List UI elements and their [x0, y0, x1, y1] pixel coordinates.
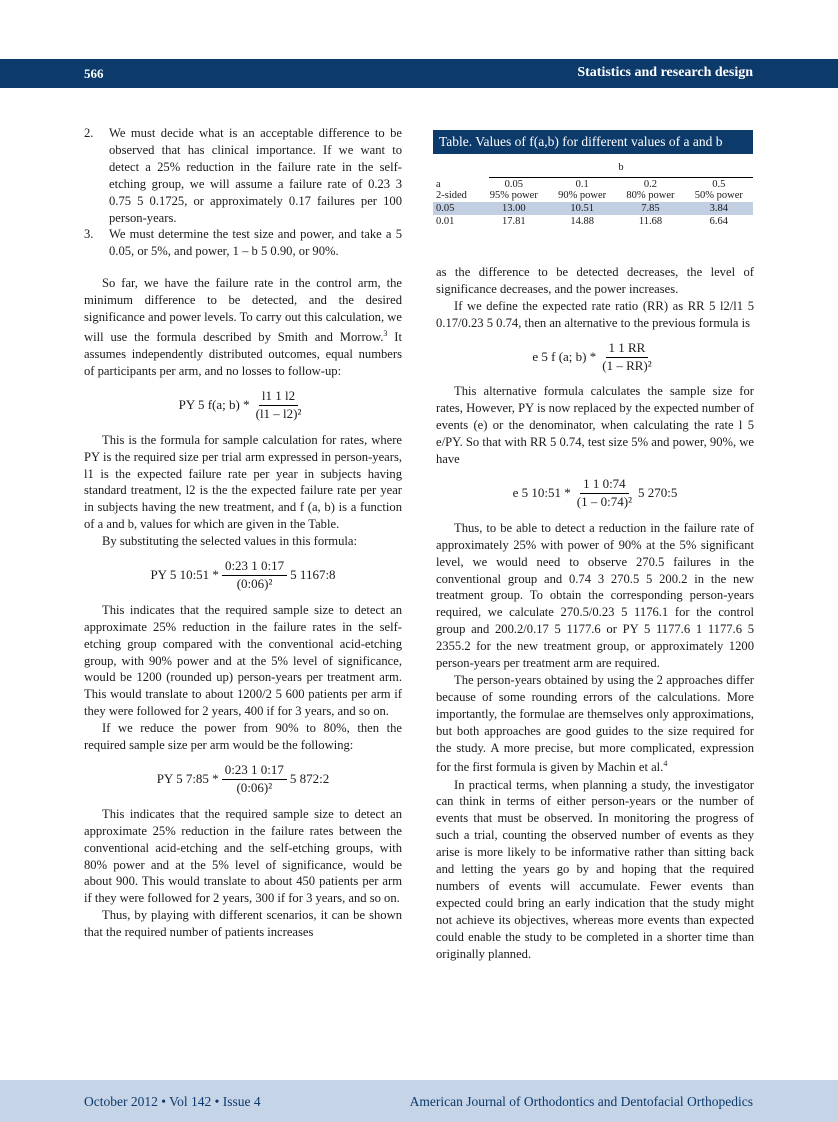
equation — [84, 762, 402, 797]
citation[interactable]: 4 — [663, 759, 668, 769]
eq-numerator: 0:23 1 0:17 — [222, 558, 287, 576]
text: So far, we have the failure rate in the control arm, the minimum difference to be detected, and the desired significance and power levels. To carry out this calculation, we will use the formula described by Smith and Morrow. — [84, 276, 402, 345]
list-number: 3. — [84, 227, 94, 242]
header-cell: 90% power — [558, 190, 607, 201]
table-row — [433, 215, 753, 228]
header-cell: 0.5 — [712, 179, 726, 190]
header-cell: 0.1 — [575, 179, 589, 190]
eq-lhs: PY 5 10:51 * — [150, 566, 219, 582]
eq-rhs: 5 1167:8 — [290, 566, 336, 582]
table-cell: 3.84 — [709, 203, 728, 214]
paragraph: as the difference to be detected decreases, the level of significance decreases, and the power increases. — [436, 265, 754, 296]
list-number: 2. — [84, 126, 94, 140]
table-caption: Table. Values of f(a,b) for different values of a and b — [433, 130, 753, 154]
table-cell: 7.85 — [641, 203, 660, 214]
eq-denominator: (1 – RR)² — [602, 357, 652, 373]
page-number: 566 — [84, 66, 104, 81]
paragraph: This is the formula for sample calculation for rates, where PY is the required size per trial arm expressed in person-years, l1 is the expected failure rate per year in subjects having standard treatment, l2 is the the expected failure rate per year in subjects having the new treatment, and f (a, b) is a function of a and b, values for which are given in the Table. — [84, 432, 402, 532]
eq-denominator: (0:06)² — [236, 779, 273, 795]
eq-rhs: 5 270:5 — [637, 484, 678, 500]
eq-numerator: l1 1 l2 — [259, 388, 298, 406]
eq-lhs: e 5 10:51 * — [512, 484, 571, 500]
table-cell: 10.51 — [570, 203, 594, 214]
equation — [84, 558, 402, 593]
header-cell: 0.2 — [643, 179, 658, 190]
header-cell: 95% power — [489, 190, 538, 201]
table-cell: 14.88 — [570, 216, 594, 227]
paragraph — [84, 275, 402, 380]
header-cell: a — [436, 179, 441, 190]
table-cell: 13.00 — [501, 203, 526, 214]
citation[interactable]: 3 — [383, 328, 388, 338]
table-cell: 0.05 — [436, 203, 455, 214]
section-title: Statistics and research design — [577, 65, 753, 80]
paragraph: Thus, by playing with different scenarios, it can be shown that the required number of patients increases — [84, 908, 402, 940]
paragraph: Thus, to be able to detect a reduction in the failure rate of approximately 25% with power of 90% at the 5% significant level, we would need to observe 270.5 failures in the conventional group and 0.74 3 270.5 5 200.2 in the new treatment group. To obtain the corresponding person-years required, we calculate 270.5/0.23 5 1176.1 for the control group and 200.2/0.17 5 1177.6 or PY 5 1177.6 1 1177.6 5 2355.2 for the new treatment group, or approximately 1200 person-years per treatment arm are required. — [436, 520, 754, 671]
list-text: We must decide what is an acceptable difference to be observed that has clinical importance. If we want to detect a 25% reduction in the failure rate in the self-etching group, we will assume a failure rate of 0.23 3 0.75 5 0.1725, or approximately 0.17 failures per 100 person-years. — [109, 126, 402, 225]
journal-name: American Journal of Orthodontics and Dentofacial Orthopedics — [409, 1094, 753, 1109]
paragraph: By substituting the selected values in this formula: — [102, 534, 357, 549]
eq-denominator: (0:06)² — [236, 575, 273, 591]
text: The person-years obtained by using the 2 approaches differ because of some rounding errors of the calculations. More importantly, the formulae are themselves only approximations, but both approaches are good guides to the size required for the study. A more precise, but more complicated, expression for the first formula is given by Machin et al. — [436, 672, 754, 775]
running-header — [0, 59, 838, 88]
paragraph: If we reduce the power from 90% to 80%, then the required sample size per arm would be the following: — [84, 721, 402, 753]
paragraph: This indicates that the required sample size to detect an approximate 25% reduction in the failure rates between the conventional acid-etching and the self-etching groups, with 80% power and at the 5% level of significance, would be about 900. This would translate to about 450 patients per arm if they were followed for 2 years, 300 if for 3 years, and so on. — [84, 806, 402, 906]
equation — [84, 388, 402, 423]
eq-numerator: 1 1 0:74 — [580, 476, 629, 494]
issue-info: October 2012 • Vol 142 • Issue 4 — [84, 1094, 261, 1109]
running-footer — [0, 1080, 838, 1122]
eq-denominator: (1 – 0:74)² — [576, 493, 632, 509]
eq-lhs: PY 5 f(a; b) * — [178, 396, 250, 412]
equation — [436, 476, 754, 511]
paragraph: This alternative formula calculates the sample size for rates, However, PY is now replaced by the expected number of events (e) or the denominator, when calculating the rate l 5 e/PY. So that with RR 5 0.74, test size 5% and power, 90%, we have — [436, 384, 754, 467]
table-cell: 17.81 — [501, 216, 526, 227]
left-column — [84, 125, 402, 941]
header-cell: 80% power — [626, 190, 675, 201]
eq-denominator: (l1 – l2)² — [255, 405, 302, 421]
eq-lhs: e 5 f (a; b) * — [532, 348, 597, 364]
column-group-label: b — [489, 154, 753, 178]
table-header-row — [433, 178, 753, 202]
table-cell: 6.64 — [709, 216, 728, 227]
list-item — [84, 125, 402, 226]
table-row — [433, 202, 753, 215]
paragraph: If we define the expected rate ratio (RR) as RR 5 l2/l1 5 0.17/0.23 5 0.74, then an alternative to the previous formula is — [436, 298, 754, 330]
header-cell: 2-sided — [436, 190, 467, 201]
right-column — [436, 264, 754, 963]
values-table — [433, 130, 753, 228]
list-item — [84, 226, 402, 260]
table-cell: 0.01 — [436, 216, 455, 227]
equation — [436, 340, 754, 375]
paragraph: In practical terms, when planning a study, the investigator can think in terms of either person-years or the number of events that must be observed. In monitoring the progress of such a trial, counting the observed number of events as they arise is more likely to be informative rather than sitting back and letting the years go by and hoping that the required numbers of events will accumulate. Fewer events than expected could bring an early indication that the study might not achieve its objectives, whereas more events than expected could enable the study to be completed in a shorter time than originally planned. — [436, 777, 754, 961]
paragraph — [436, 672, 754, 777]
eq-numerator: 1 1 RR — [606, 340, 649, 358]
list-text: We must determine the test size and power, and take a 5 0.05, or 5%, and power, 1 – b 5 0.90, or 90%. — [109, 227, 402, 259]
eq-numerator: 0:23 1 0:17 — [222, 762, 287, 780]
header-cell: 0.05 — [504, 179, 523, 190]
header-cell: 50% power — [694, 190, 743, 201]
text: It assumes independently distributed outcomes, equal numbers of participants per arm, and no losses to follow-up: — [84, 330, 402, 378]
table-cell: 11.68 — [638, 216, 663, 227]
paragraph: This indicates that the required sample size to detect an approximate 25% reduction in the failure rates in the self-etching group compared with the conventional acid-etching group, with 90% power and at the 5% level of significance, would be 1200 (rounded up) person-years per treatment arm. This would translate to about 1200/2 5 600 patients per arm if they were followed for 2 years, 400 if for 3 years, and so on. — [84, 602, 402, 719]
eq-rhs: 5 872:2 — [289, 770, 330, 786]
eq-lhs: PY 5 7:85 * — [156, 770, 219, 786]
